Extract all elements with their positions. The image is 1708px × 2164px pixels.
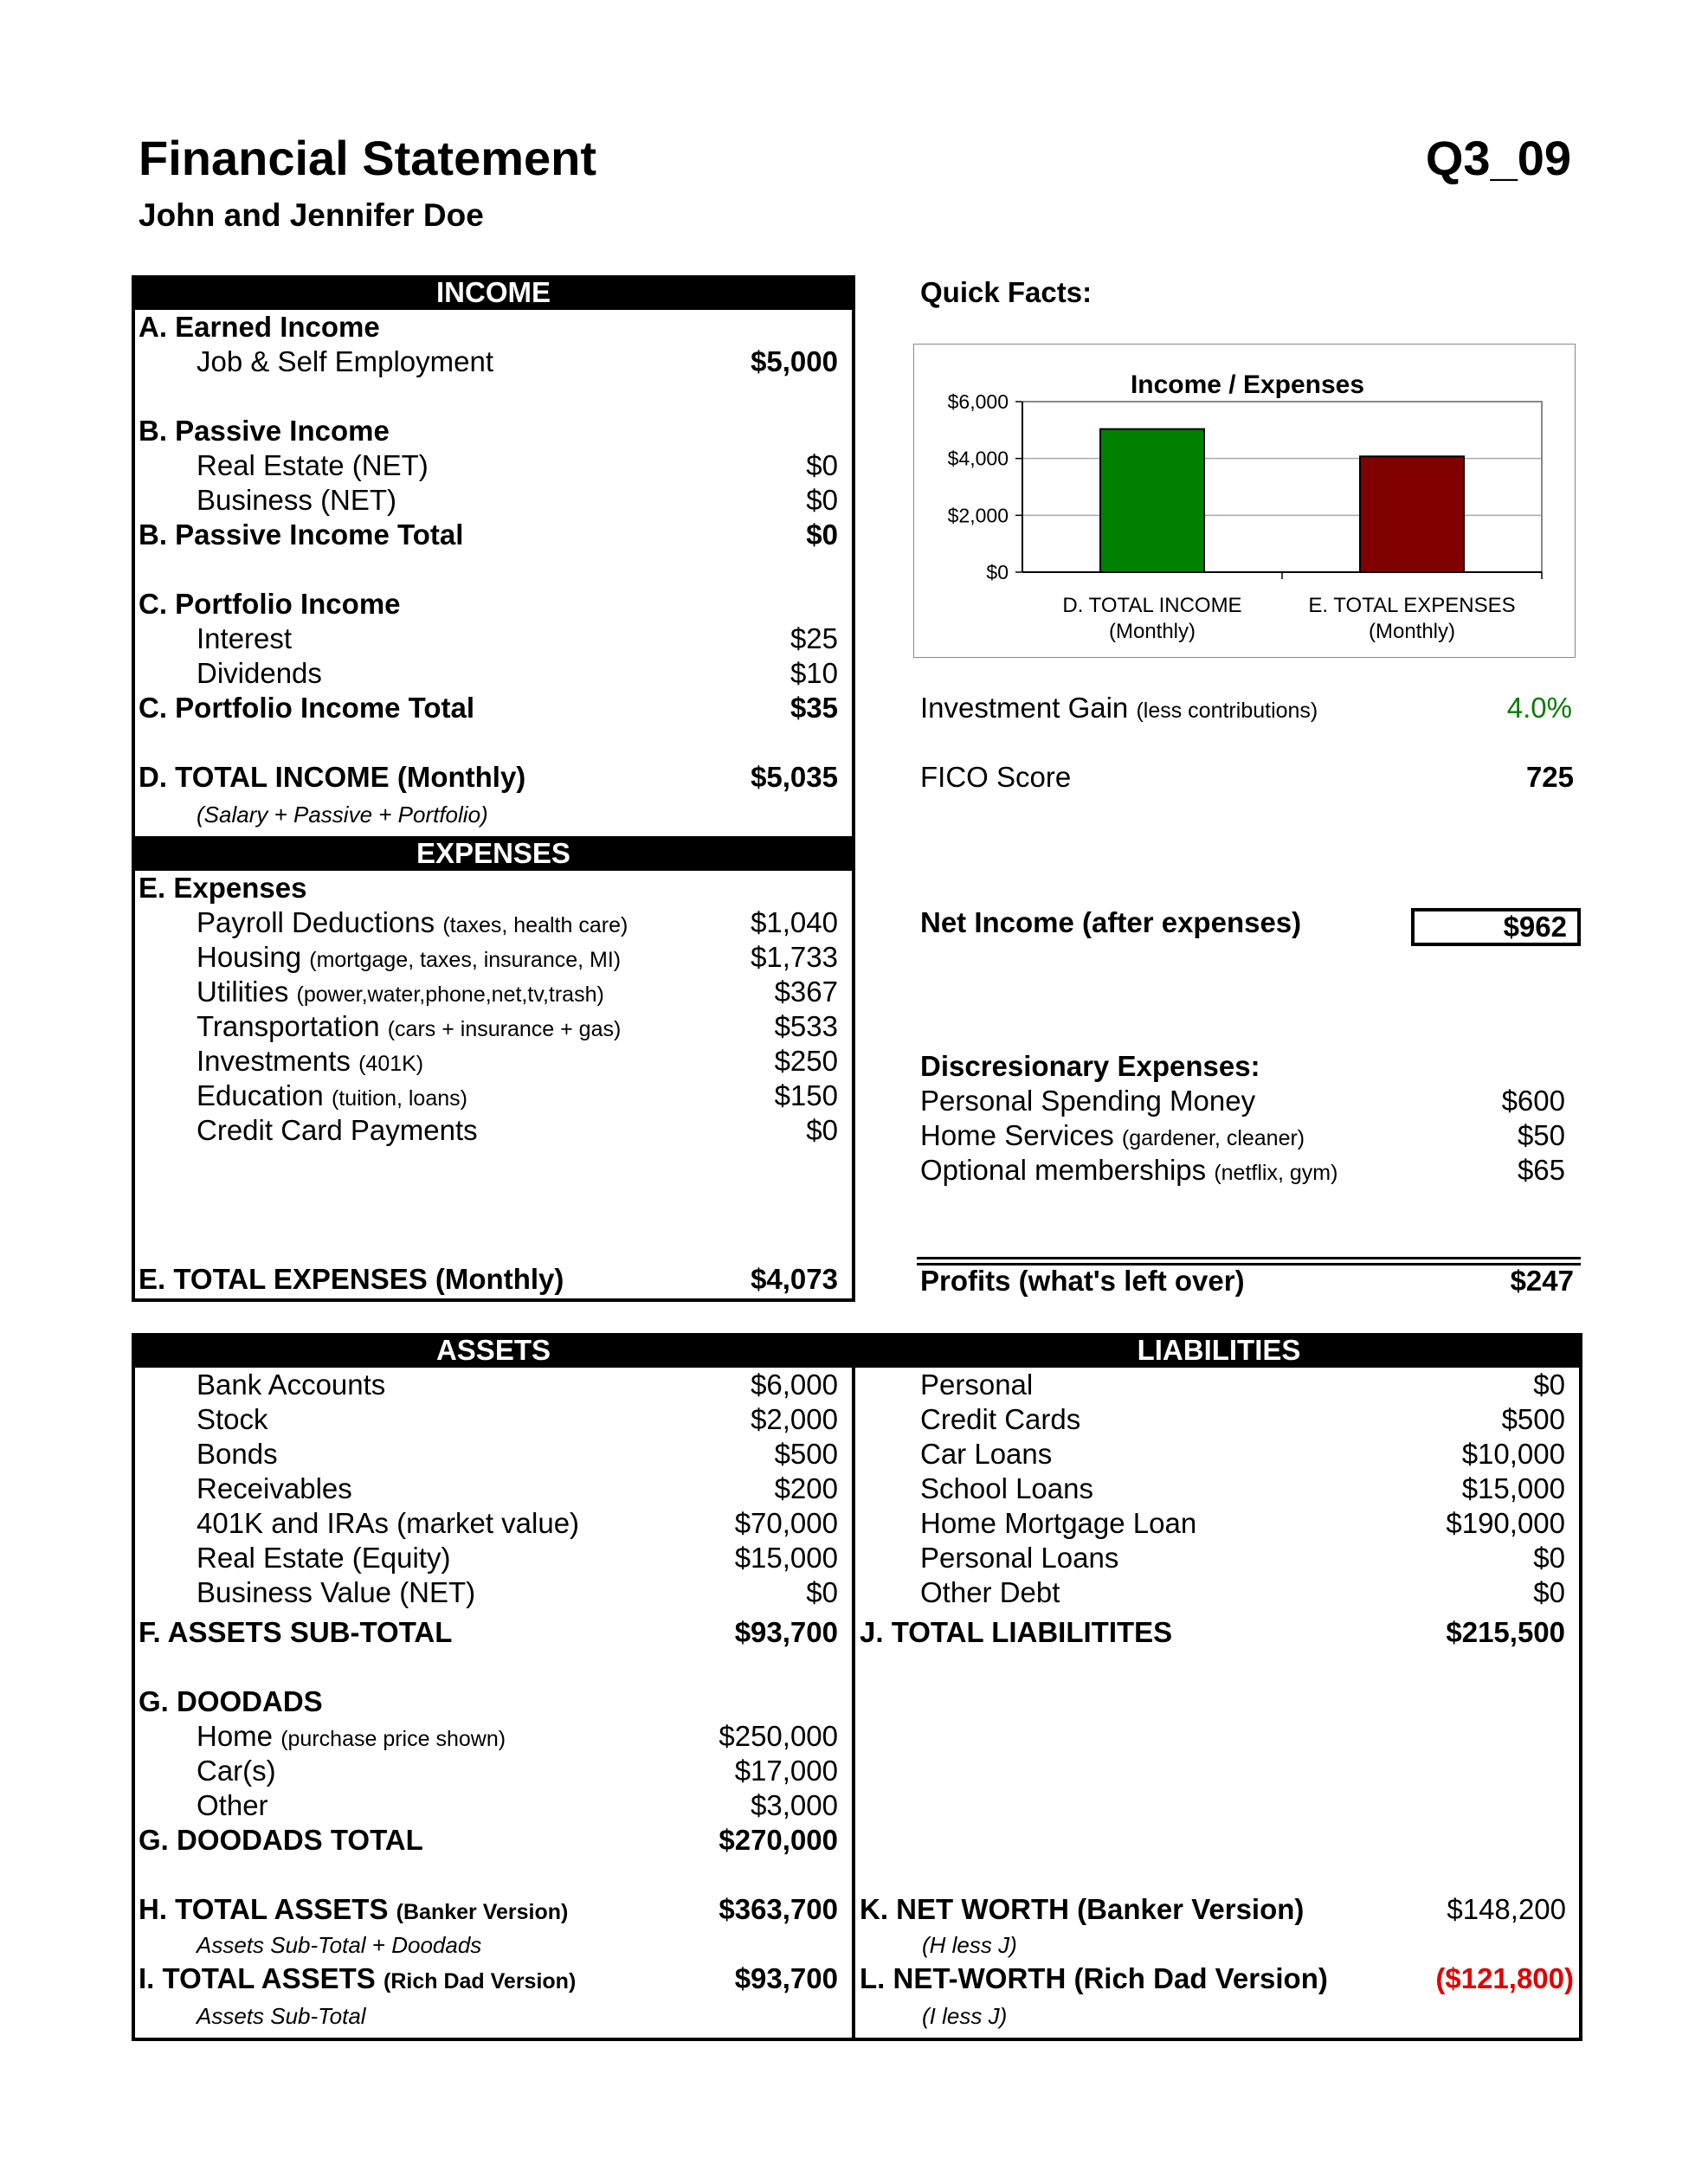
discretionary-item-note: (gardener, cleaner) (1121, 1126, 1305, 1150)
expense-item-label (197, 1044, 423, 1079)
chart-ytick-label: $4,000 (947, 447, 1009, 470)
expense-item-value: $1,040 (751, 906, 838, 938)
expense-item-value: $367 (774, 976, 838, 1008)
expense-item-text: Credit Card Payments (197, 1114, 478, 1146)
liability-item-label: Personal (920, 1369, 1034, 1401)
chart-ytick-label: $6,000 (947, 390, 1009, 413)
expense-item-label (197, 1079, 467, 1113)
income-expenses-chart (913, 344, 1576, 658)
asset-item-label: Bonds (197, 1438, 278, 1470)
liability-item-label: Credit Cards (920, 1403, 1081, 1435)
expense-item-value: $150 (774, 1079, 838, 1111)
profits-divider (917, 1257, 1581, 1259)
total-income-label: D. TOTAL INCOME (Monthly) (139, 761, 526, 793)
discretionary-item-label (920, 1153, 1337, 1188)
asset-item-value: $200 (774, 1472, 838, 1504)
asset-item-label: Business Value (NET) (197, 1576, 476, 1608)
doodads-total-label: G. DOODADS TOTAL (139, 1824, 423, 1856)
total-assets-banker-label (139, 1892, 568, 1927)
doodad-item-text: Home (197, 1720, 274, 1752)
household-names: John and Jennifer Doe (139, 197, 484, 233)
discretionary-item-label (920, 1084, 1255, 1118)
income-header: INCOME (132, 275, 855, 310)
liability-item-value: $0 (1533, 1576, 1565, 1608)
liabilities-header: LIABILITIES (855, 1333, 1582, 1368)
earned-income-label: A. Earned Income (139, 311, 380, 343)
networth-richdad-label: L. NET-WORTH (Rich Dad Version) (860, 1962, 1328, 1994)
asset-item-value: $2,000 (751, 1403, 838, 1435)
passive-income-total-label: B. Passive Income Total (139, 518, 464, 551)
chart-category-label: (Monthly) (1368, 620, 1456, 643)
discretionary-item-label (920, 1118, 1305, 1153)
doodad-item-value: $3,000 (751, 1789, 838, 1821)
chart-category-label: D. TOTAL INCOME (1062, 594, 1242, 617)
expense-item-value: $0 (806, 1114, 838, 1146)
chart-bar (1100, 429, 1204, 572)
asset-item-value: $500 (774, 1438, 838, 1470)
expense-item-note: (taxes, health care) (442, 913, 628, 937)
chart-ytick-label: $0 (986, 561, 1009, 583)
expense-item-note: (mortgage, taxes, insurance, MI) (309, 948, 622, 972)
expense-item-note: (401K) (358, 1052, 424, 1076)
total-liabilities-value: $215,500 (1446, 1616, 1565, 1648)
passive-income-label: B. Passive Income (139, 415, 390, 447)
expenses-header: EXPENSES (132, 836, 855, 871)
liability-item-value: $15,000 (1461, 1472, 1565, 1504)
chart-svg (914, 345, 1574, 656)
liability-item-label: Home Mortgage Loan (920, 1507, 1197, 1539)
chart-ytick-label: $2,000 (947, 504, 1009, 527)
expense-item-text: Transportation (197, 1010, 380, 1042)
expenses-label: E. Expenses (139, 872, 307, 904)
total-expenses-value: $4,073 (751, 1263, 838, 1295)
total-income-note: (Salary + Passive + Portfolio) (197, 802, 488, 828)
assets-subtotal-value: $93,700 (734, 1616, 838, 1648)
income-item-value: $25 (790, 622, 838, 654)
net-income-value: $962 (1503, 911, 1567, 943)
asset-item-label: Receivables (197, 1472, 352, 1504)
doodads-total-value: $270,000 (719, 1824, 838, 1856)
liability-item-label: Other Debt (920, 1576, 1060, 1608)
expense-item-text: Utilities (197, 976, 289, 1008)
networth-banker-sub: (H less J) (922, 1932, 1017, 1958)
expense-item-text: Housing (197, 941, 302, 973)
networth-banker-label: K. NET WORTH (Banker Version) (860, 1893, 1305, 1925)
expense-item-label (197, 905, 628, 940)
liability-item-label: Personal Loans (920, 1542, 1119, 1574)
liability-item-value: $190,000 (1446, 1507, 1565, 1539)
assets-liabilities-divider (852, 1333, 855, 2041)
income-item-value: $10 (790, 657, 838, 689)
discretionary-item-text: Optional memberships (920, 1154, 1207, 1186)
discretionary-item-value: $50 (1517, 1119, 1565, 1151)
doodad-item-text: Car(s) (197, 1755, 276, 1787)
doodad-item-text: Other (197, 1789, 268, 1821)
liability-item-value: $10,000 (1461, 1438, 1565, 1470)
expense-item-text: Investments (197, 1045, 351, 1077)
fico-label: FICO Score (920, 761, 1072, 793)
asset-item-value: $0 (806, 1576, 838, 1608)
discretionary-item-text: Home Services (920, 1119, 1114, 1151)
income-item-label: Dividends (197, 657, 322, 689)
period-label: Q3_09 (1425, 131, 1571, 185)
expense-item-value: $1,733 (751, 941, 838, 973)
total-assets-richdad-sub: Assets Sub-Total (197, 2003, 366, 2029)
portfolio-income-total-value: $35 (790, 692, 838, 724)
expense-item-value: $533 (774, 1010, 838, 1042)
passive-income-total-value: $0 (806, 518, 838, 551)
fico-value: 725 (1525, 761, 1574, 793)
income-item-value: $5,000 (751, 345, 838, 377)
discretionary-item-text: Personal Spending Money (920, 1085, 1256, 1117)
profits-label: Profits (what's left over) (920, 1265, 1245, 1297)
total-liabilities-label: J. TOTAL LIABILITITES (860, 1616, 1173, 1648)
total-assets-banker-note: (Banker Version) (396, 1900, 569, 1924)
asset-item-value: $6,000 (751, 1369, 838, 1401)
portfolio-income-total-label: C. Portfolio Income Total (139, 692, 475, 724)
asset-item-label: 401K and IRAs (market value) (197, 1507, 580, 1539)
quick-facts-label: Quick Facts: (920, 276, 1092, 308)
liability-item-label: Car Loans (920, 1438, 1053, 1470)
doodad-item-value: $250,000 (719, 1720, 838, 1752)
total-assets-banker-value: $363,700 (719, 1893, 838, 1925)
chart-category-label: (Monthly) (1108, 620, 1196, 643)
expense-item-note: (tuition, loans) (331, 1086, 467, 1111)
expense-item-label (197, 940, 621, 975)
total-expenses-label: E. TOTAL EXPENSES (Monthly) (139, 1263, 564, 1295)
income-item-value: $0 (806, 484, 838, 516)
doodad-item-label (197, 1754, 276, 1788)
total-income-value: $5,035 (751, 761, 838, 793)
total-assets-banker-sub: Assets Sub-Total + Doodads (197, 1932, 482, 1958)
asset-item-label: Stock (197, 1403, 268, 1435)
total-assets-richdad-value: $93,700 (734, 1962, 838, 1994)
asset-item-value: $15,000 (734, 1542, 838, 1574)
net-income-label: Net Income (after expenses) (920, 906, 1302, 938)
assets-subtotal-label: F. ASSETS SUB-TOTAL (139, 1616, 453, 1648)
asset-item-label: Real Estate (Equity) (197, 1542, 451, 1574)
doodad-item-label (197, 1719, 506, 1754)
assets-header: ASSETS (132, 1333, 855, 1368)
chart-title: Income / Expenses (1130, 370, 1365, 399)
investment-gain-label (920, 691, 1318, 725)
page-title: Financial Statement (139, 131, 597, 185)
expense-item-note: (cars + insurance + gas) (387, 1017, 622, 1041)
networth-richdad-value: ($121,800) (1435, 1962, 1574, 1994)
income-item-label: Job & Self Employment (197, 345, 493, 377)
total-assets-richdad-label (139, 1961, 576, 1996)
networth-richdad-sub: (I less J) (922, 2003, 1008, 2029)
chart-bar (1360, 456, 1464, 572)
total-assets-richdad-text: I. TOTAL ASSETS (139, 1962, 376, 1994)
expense-item-label (197, 1113, 478, 1148)
discretionary-label: Discresionary Expenses: (920, 1050, 1260, 1082)
income-item-label: Business (NET) (197, 484, 397, 516)
expense-item-text: Education (197, 1079, 324, 1111)
expense-item-label (197, 975, 604, 1009)
total-assets-banker-text: H. TOTAL ASSETS (139, 1893, 389, 1925)
liability-item-value: $0 (1533, 1542, 1565, 1574)
expense-item-note: (power,water,phone,net,tv,trash) (296, 982, 604, 1007)
doodads-label: G. DOODADS (139, 1685, 323, 1717)
expense-item-text: Payroll Deductions (197, 906, 435, 938)
doodad-item-label (197, 1788, 268, 1823)
investment-gain-note: (less contributions) (1136, 699, 1318, 723)
asset-item-label: Bank Accounts (197, 1369, 386, 1401)
portfolio-income-label: C. Portfolio Income (139, 588, 401, 620)
chart-category-label: E. TOTAL EXPENSES (1308, 594, 1516, 617)
total-assets-richdad-note: (Rich Dad Version) (383, 1969, 577, 1993)
liability-item-value: $500 (1501, 1403, 1565, 1435)
profits-value: $247 (1510, 1265, 1574, 1297)
investment-gain-text: Investment Gain (920, 692, 1129, 724)
income-item-label: Real Estate (NET) (197, 449, 429, 481)
doodad-item-value: $17,000 (734, 1755, 838, 1787)
expense-item-label (197, 1009, 621, 1044)
liability-item-value: $0 (1533, 1369, 1565, 1401)
doodad-item-note: (purchase price shown) (280, 1727, 506, 1751)
income-item-value: $0 (806, 449, 838, 481)
discretionary-item-value: $65 (1517, 1154, 1565, 1186)
liability-item-label: School Loans (920, 1472, 1093, 1504)
income-item-label: Interest (197, 622, 293, 654)
investment-gain-value: 4.0% (1506, 692, 1572, 724)
discretionary-item-value: $600 (1501, 1085, 1565, 1117)
expense-item-value: $250 (774, 1045, 838, 1077)
asset-item-value: $70,000 (734, 1507, 838, 1539)
discretionary-item-note: (netflix, gym) (1214, 1161, 1338, 1185)
networth-banker-value: $148,200 (1447, 1893, 1566, 1925)
